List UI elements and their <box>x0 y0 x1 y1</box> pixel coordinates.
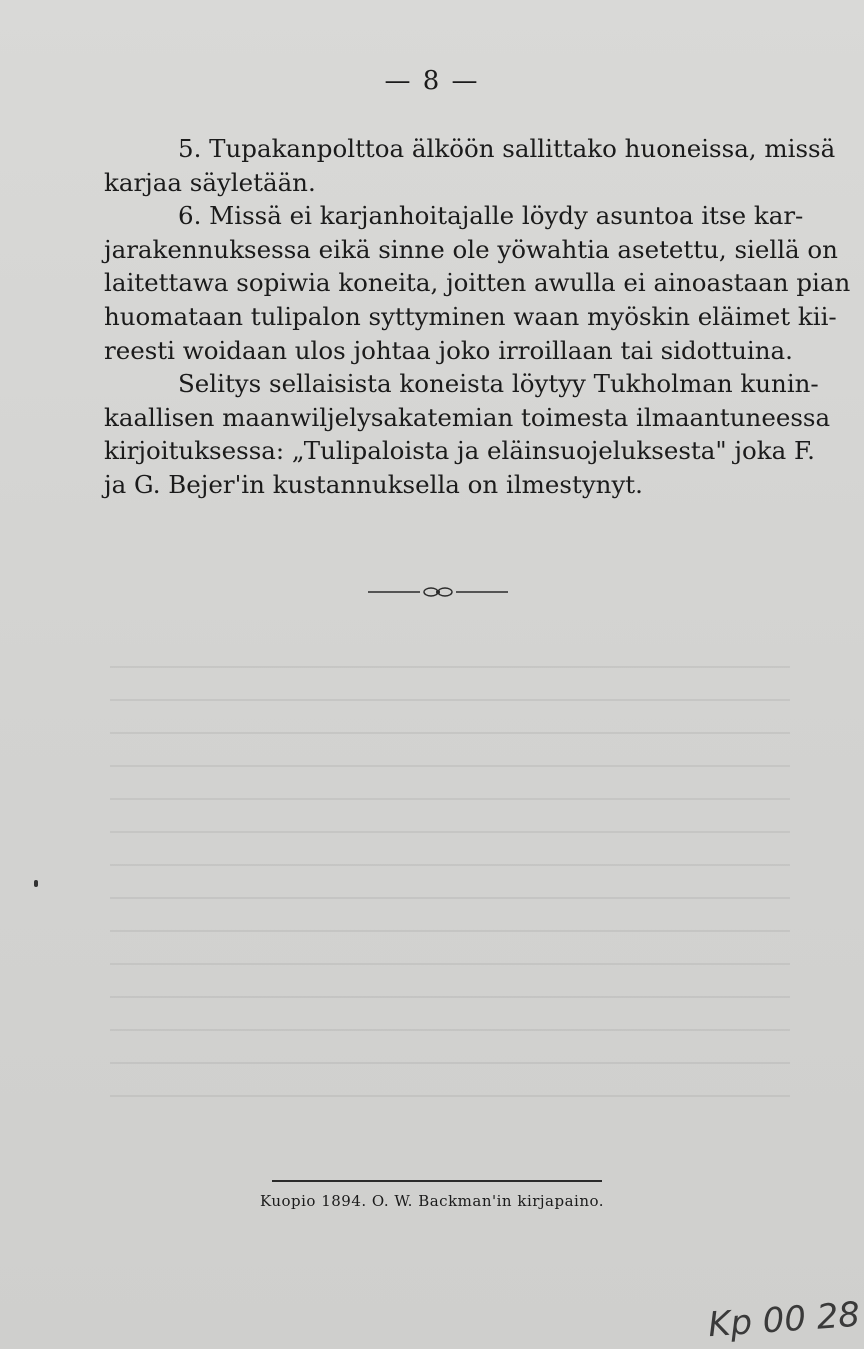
text-line: kirjoituksessa: „Tulipaloista ja eläinsuojeluksesta" joka F. <box>104 436 815 466</box>
bleed-through-text <box>110 640 790 1120</box>
text-line: kaallisen maanwiljelysakatemian toimesta ilmaantuneessa <box>104 402 831 432</box>
handwritten-note: Kp 00 28 <box>706 1294 862 1346</box>
text-line: laitettawa sopiwia koneita, joitten awulla ei ainoastaan pian <box>104 268 851 298</box>
text-line: Selitys sellaisista koneista löytyy Tukholman kunin- <box>178 369 819 399</box>
text-line: jarakennuksessa eikä sinne ole yöwahtia asetettu, siellä on <box>104 234 838 264</box>
printer-imprint: Kuopio 1894. O. W. Backman'in kirjapaino. <box>259 1192 605 1210</box>
text-line: reesti woidaan ulos johtaa joko irroillaan tai sidottuina. <box>104 335 793 365</box>
ink-speck <box>34 880 38 887</box>
text-line: huomataan tulipalon syttyminen waan myöskin eläimet kii- <box>104 301 837 331</box>
decorative-divider-icon <box>368 580 508 604</box>
body-text <box>104 132 851 502</box>
text-line: ja G. Bejer'in kustannuksella on ilmestynyt. <box>104 469 643 499</box>
page-number: — 8 — <box>384 66 480 96</box>
text-line: karjaa säyletään. <box>104 167 316 197</box>
text-line: 6. Missä ei karjanhoitajalle löydy asuntoa itse kar- <box>178 201 804 231</box>
text-line: 5. Tupakanpolttoa älköön sallittako huoneissa, missä <box>178 134 836 163</box>
footer-rule <box>272 1180 602 1182</box>
